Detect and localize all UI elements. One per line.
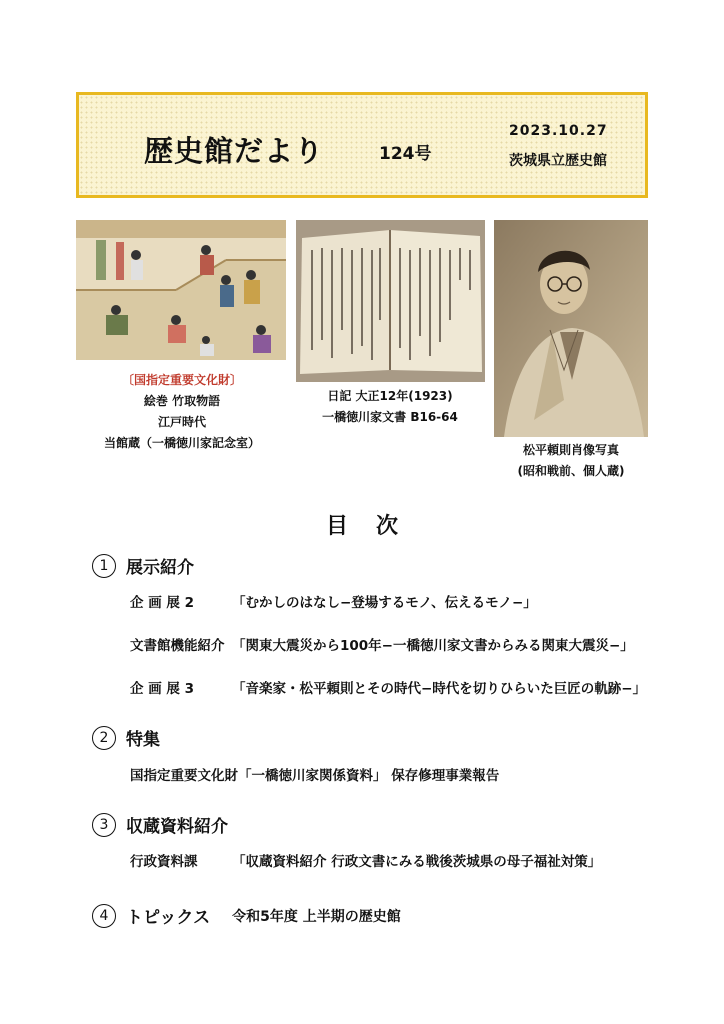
circled-number: 2 — [92, 726, 116, 750]
section-label: 収蔵資料紹介 — [126, 817, 228, 837]
section-label: 特集 — [126, 730, 160, 750]
open-diary-book-image — [296, 220, 485, 382]
caption-line: 日記 大正12年(1923) — [327, 389, 453, 403]
photo-caption-portrait — [484, 440, 658, 482]
toc-item-text: 「関東大震災から100年−一橋徳川家文書からみる関東大震災−」 — [232, 638, 634, 654]
toc-section-topics — [92, 903, 401, 928]
photo-caption-diary — [290, 386, 490, 428]
toc-item-kind: 文書館機能紹介 — [130, 638, 225, 654]
newsletter-header — [76, 92, 648, 198]
toc-item-kind: 行政資料課 — [130, 854, 198, 870]
circled-number: 1 — [92, 554, 116, 578]
caption-line: 一橋徳川家文書 B16-64 — [322, 410, 458, 424]
photo-caption-scroll — [72, 370, 292, 454]
circled-number: 4 — [92, 904, 116, 928]
caption-line: 当館蔵（一橋徳川家記念室） — [103, 436, 260, 450]
caption-line: 〔国指定重要文化財〕 — [121, 373, 242, 387]
toc-item-text: 「音楽家・松平頼則とその時代−時代を切りひらいた巨匠の軌跡−」 — [232, 681, 647, 697]
toc-item-kind: 企 画 展 3 — [130, 681, 194, 697]
toc-section-exhibitions — [92, 553, 194, 578]
caption-line: 松平頼則肖像写真 — [522, 443, 619, 457]
emaki-picture-scroll-image — [76, 220, 286, 360]
publish-date: 2023.10.27 — [509, 123, 608, 139]
publisher-name: 茨城県立歴史館 — [509, 153, 607, 169]
toc-item-kind: 企 画 展 2 — [130, 595, 194, 611]
issue-number: 124号 — [379, 144, 432, 164]
toc-item-text: 「むかしのはなし−登場するモノ、伝えるモノ−」 — [232, 595, 537, 611]
section-label: トピックス — [126, 908, 211, 928]
caption-line: 江戸時代 — [157, 415, 206, 429]
toc-item — [130, 764, 499, 784]
toc-section-collection — [92, 812, 228, 837]
toc-item-text: 「収蔵資料紹介 行政文書にみる戦後茨城県の母子福祉対策」 — [232, 854, 602, 870]
caption-line: (昭和戦前、個人蔵) — [517, 464, 625, 478]
section-subtitle: 令和5年度 上半期の歴史館 — [232, 908, 401, 925]
newsletter-title: 歴史館だより — [144, 134, 325, 168]
caption-line: 絵巻 竹取物語 — [143, 394, 221, 408]
toc-item-text: 国指定重要文化財「一橋徳川家関係資料」 保存修理事業報告 — [130, 768, 500, 784]
toc-title: 目次 — [325, 514, 426, 539]
circled-number: 3 — [92, 813, 116, 837]
portrait-photo-image — [494, 220, 648, 437]
toc-section-feature — [92, 725, 160, 750]
section-label: 展示紹介 — [126, 558, 194, 578]
